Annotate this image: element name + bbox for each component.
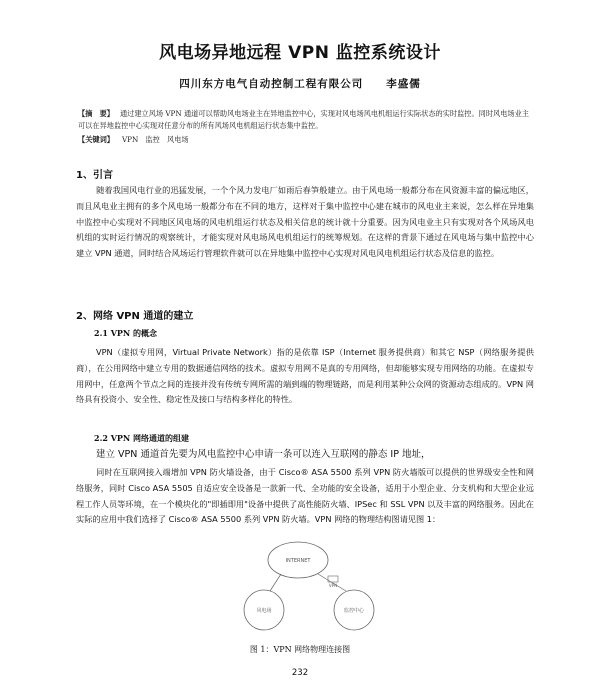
section-2-2-text: 同时在互联网接入端增加 VPN 防火墙设备，由于 Cisco® ASA 5500 系列 VPN 防火墙版可以提供的世界级安全性和网络服务，同时 Cisco ASA 5505 自适应安全设备是一款新一代、全功能的安全设备，适用于小型企业、分支机构和大型企业远程工作人员等环境，在一个模块化的"即插即用"设备中提供了高性能防火墙、IPSec 和 SSL VPN 以及丰富的网络服务。因此在实际的应用中我们选择了 Cisco® ASA 5500 系列 VPN 防火墙。VPN 网络的物理结构图请见图 1： xyxy=(76,467,534,525)
abstract xyxy=(78,108,532,132)
link-farm-internet xyxy=(270,574,281,591)
wind-farm-label: 风电场 xyxy=(256,608,272,614)
section-2-1-heading: 2.1 VPN 的概念 xyxy=(94,328,158,338)
section-2-2-lead-text: 建立 VPN 通道首先要为风电监控中心申请一条可以连入互联网的静态 IP 地址， xyxy=(96,449,431,460)
section-2-1-text: VPN（虚拟专用网，Virtual Private Network）指的是依靠 ISP（Internet 服务提供商）和其它 NSP（网络服务提供商），在公用网络中建立专用的数据通信网络的技术。虚拟专用网不是真的专用网络，但却能够实现专用网络的功能。在虚拟专用网中，任意两个节点之间的连接并没有传统专网所需的端到端的物理链路，而是利用某种公众网的资源动态组成的。VPN 网络具有投资小、安全性、稳定性及接口与结构多样化的特性。 xyxy=(76,347,534,405)
keywords-label: 【关键词】 xyxy=(78,135,114,144)
abstract-label: 【摘 要】 xyxy=(78,109,114,118)
page-number: 232 xyxy=(291,668,309,678)
section-2-2-heading: 2.2 VPN 网络通道的组建 xyxy=(94,433,190,443)
section-1-paragraph xyxy=(76,183,534,262)
vpn-label: VPN xyxy=(328,583,338,588)
section-2-1-paragraph xyxy=(76,345,534,408)
section-1-heading: 1、引言 xyxy=(76,170,113,181)
section-2-2-paragraph xyxy=(76,465,534,528)
section-2-2-lead xyxy=(76,447,534,463)
keywords-text: VPN 监控 风电场 xyxy=(121,135,189,144)
keywords xyxy=(78,135,532,145)
monitor-center-label: 监控中心 xyxy=(343,608,365,614)
vpn-network-diagram xyxy=(236,538,386,638)
figure-caption: 图 1：VPN 网络物理连接图 xyxy=(249,645,351,654)
section-2-heading: 2、网络 VPN 通道的建立 xyxy=(76,311,194,322)
author-line: 四川东方电气自动控制工程有限公司 李盛儒 xyxy=(179,78,421,90)
abstract-text: 通过建立风场 VPN 通道可以帮助风电场业主在异地监控中心，实现对风电场风电机组运行实际状态的实时监控。同时风电场业主可以在异地监控中心实现对任意分布的所有风场风电机组运行状态集中监控。 xyxy=(78,109,529,130)
internet-label: INTERNET xyxy=(285,558,311,564)
section-1-text: 随着我国风电行业的迅猛发展，一个个风力发电厂如雨后春笋般建立。由于风电场一般都分布在风资源丰富的偏远地区，而且风电业主拥有的多个风电场一般都分布在不同的地方，这样对于集中监控中心建在城市的风电业主来说，怎么样在异地集中监控中心实现对不同地区风电场的风电机组运行状态及相关信息的统计就十分重要。因为风电业主只有实现对各个风场风电机组的实时运行情况的观察统计，才能实现对风电场风电机组运行的统筹规划。在这样的背景下通过在风电场与集中监控中心建立 VPN 通道，同时结合风场运行管理软件就可以在异地集中监控中心实现对风电风电机组运行状态及信息的监控。 xyxy=(76,185,534,259)
paper-title: 风电场异地远程 VPN 监控系统设计 xyxy=(159,43,441,63)
